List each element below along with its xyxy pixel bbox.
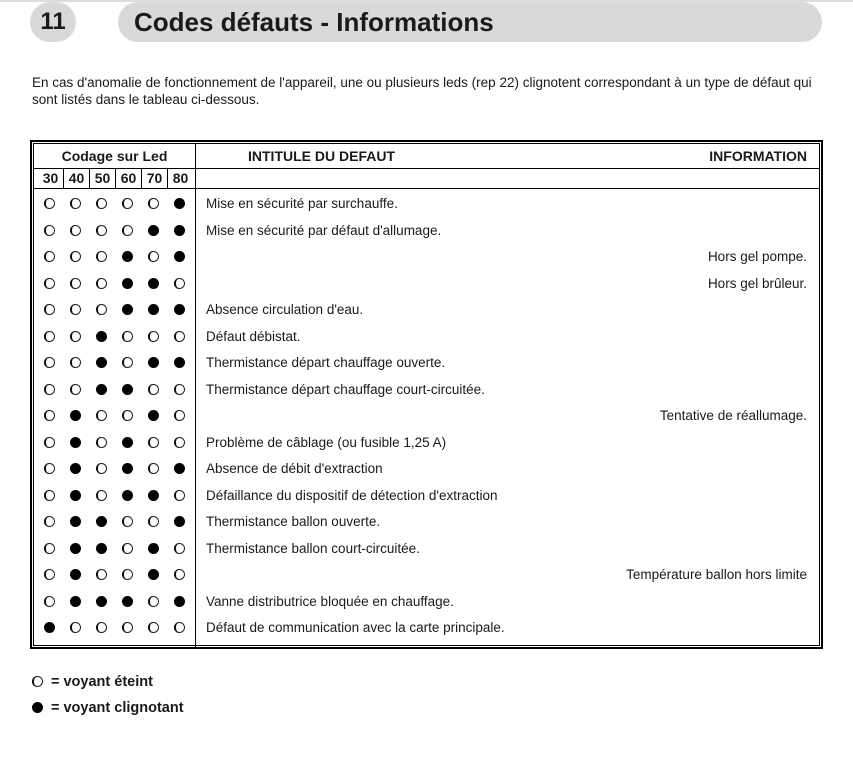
led-off-icon bbox=[96, 437, 107, 448]
led-off-icon bbox=[96, 410, 107, 421]
led-on-icon bbox=[122, 437, 133, 448]
led-on-icon bbox=[70, 596, 81, 607]
led-off-icon bbox=[44, 543, 55, 554]
led-off-icon bbox=[44, 225, 55, 236]
header-fault-title: INTITULE DU DEFAUT bbox=[248, 148, 395, 164]
table-row bbox=[34, 431, 819, 457]
led-number-cell: 30 bbox=[42, 170, 59, 186]
led-on-icon bbox=[174, 516, 185, 527]
led-on-icon bbox=[148, 490, 159, 501]
led-off-icon bbox=[148, 331, 159, 342]
led-on-icon bbox=[122, 463, 133, 474]
led-off-icon bbox=[174, 569, 185, 580]
led-off-icon bbox=[122, 225, 133, 236]
fault-description: Défaut de communication avec la carte principale. bbox=[206, 620, 505, 635]
led-off-icon bbox=[44, 569, 55, 580]
led-on-icon bbox=[32, 702, 43, 713]
table-row bbox=[34, 510, 819, 536]
table-row bbox=[34, 219, 819, 245]
led-off-icon bbox=[96, 251, 107, 262]
table-row bbox=[34, 351, 819, 377]
led-off-icon bbox=[44, 463, 55, 474]
led-off-icon bbox=[96, 463, 107, 474]
led-off-icon bbox=[174, 490, 185, 501]
led-on-icon bbox=[148, 410, 159, 421]
title-bar bbox=[118, 2, 822, 42]
table-row bbox=[34, 378, 819, 404]
table-row bbox=[34, 457, 819, 483]
led-off-icon bbox=[122, 331, 133, 342]
led-on-icon bbox=[70, 463, 81, 474]
led-off-icon bbox=[96, 304, 107, 315]
led-off-icon bbox=[44, 357, 55, 368]
led-on-icon bbox=[96, 516, 107, 527]
led-off-icon bbox=[96, 225, 107, 236]
led-off-icon bbox=[174, 331, 185, 342]
led-off-icon bbox=[44, 410, 55, 421]
led-off-icon bbox=[122, 569, 133, 580]
led-off-icon bbox=[70, 384, 81, 395]
fault-information: Température ballon hors limite bbox=[626, 567, 807, 582]
led-off-icon bbox=[148, 622, 159, 633]
led-off-icon bbox=[174, 543, 185, 554]
led-on-icon bbox=[44, 622, 55, 633]
led-on-icon bbox=[122, 278, 133, 289]
led-number-cell: 80 bbox=[172, 170, 189, 186]
table-row bbox=[34, 245, 819, 271]
led-on-icon bbox=[96, 596, 107, 607]
led-on-icon bbox=[122, 384, 133, 395]
led-on-icon bbox=[96, 384, 107, 395]
led-off-icon bbox=[122, 622, 133, 633]
table-row bbox=[34, 537, 819, 563]
led-off-icon bbox=[174, 622, 185, 633]
led-on-icon bbox=[70, 437, 81, 448]
led-off-icon bbox=[122, 198, 133, 209]
fault-description: Thermistance départ chauffage ouverte. bbox=[206, 355, 446, 370]
led-off-icon bbox=[70, 251, 81, 262]
led-off-icon bbox=[148, 596, 159, 607]
led-on-icon bbox=[96, 331, 107, 342]
led-on-icon bbox=[122, 251, 133, 262]
led-on-icon bbox=[122, 490, 133, 501]
fault-description: Mise en sécurité par surchauffe. bbox=[206, 196, 398, 211]
fault-description: Vanne distributrice bloquée en chauffage. bbox=[206, 593, 454, 609]
led-number-divider bbox=[63, 168, 64, 188]
led-off-icon bbox=[174, 410, 185, 421]
led-number-cell: 50 bbox=[94, 170, 111, 186]
table-row bbox=[34, 272, 819, 298]
led-off-icon bbox=[174, 278, 185, 289]
legend-on bbox=[32, 700, 184, 716]
led-off-icon bbox=[148, 251, 159, 262]
led-number-cell: 40 bbox=[68, 170, 85, 186]
led-off-icon bbox=[148, 437, 159, 448]
fault-description: Absence de débit d'extraction bbox=[206, 461, 383, 476]
led-off-icon bbox=[174, 384, 185, 395]
table-row bbox=[34, 325, 819, 351]
led-on-icon bbox=[174, 357, 185, 368]
fault-description: Thermistance ballon ouverte. bbox=[206, 514, 381, 529]
led-on-icon bbox=[148, 304, 159, 315]
led-on-icon bbox=[122, 304, 133, 315]
table-row bbox=[34, 563, 819, 589]
led-off-icon bbox=[96, 569, 107, 580]
led-number-cell: 70 bbox=[146, 170, 163, 186]
page-title: Codes défauts - Informations bbox=[134, 7, 494, 37]
fault-code-table bbox=[30, 140, 823, 649]
led-on-icon bbox=[70, 490, 81, 501]
led-off-icon bbox=[44, 198, 55, 209]
table-row bbox=[34, 298, 819, 324]
led-off-icon bbox=[44, 251, 55, 262]
led-off-icon bbox=[44, 278, 55, 289]
table-row bbox=[34, 616, 819, 642]
led-off-icon bbox=[122, 357, 133, 368]
fault-information: Tentative de réallumage. bbox=[659, 408, 807, 423]
led-number-divider bbox=[89, 168, 90, 188]
fault-description: Défaut débistat. bbox=[206, 328, 301, 344]
led-on-icon bbox=[148, 569, 159, 580]
led-on-icon bbox=[148, 225, 159, 236]
led-off-icon bbox=[148, 516, 159, 527]
fault-code-table-inner bbox=[33, 143, 820, 646]
led-off-icon bbox=[148, 384, 159, 395]
led-off-icon bbox=[44, 596, 55, 607]
led-on-icon bbox=[148, 543, 159, 554]
led-on-icon bbox=[70, 543, 81, 554]
led-on-icon bbox=[96, 543, 107, 554]
led-on-icon bbox=[174, 251, 185, 262]
table-row bbox=[34, 590, 819, 616]
fault-description: Mise en sécurité par défaut d'allumage. bbox=[206, 222, 442, 238]
led-off-icon bbox=[32, 676, 43, 687]
led-off-icon bbox=[96, 622, 107, 633]
led-off-icon bbox=[70, 225, 81, 236]
led-number-cell: 60 bbox=[120, 170, 137, 186]
led-number-row bbox=[34, 168, 819, 189]
fault-description: Défaillance du dispositif de détection d'extraction bbox=[206, 487, 498, 503]
led-off-icon bbox=[70, 278, 81, 289]
led-off-icon bbox=[70, 331, 81, 342]
led-off-icon bbox=[44, 437, 55, 448]
section-number: 11 bbox=[30, 2, 76, 42]
led-number-divider bbox=[141, 168, 142, 188]
table-row bbox=[34, 192, 819, 218]
led-off-icon bbox=[70, 198, 81, 209]
led-off-icon bbox=[148, 198, 159, 209]
header-information: INFORMATION bbox=[709, 148, 807, 164]
led-off-icon bbox=[122, 543, 133, 554]
led-on-icon bbox=[174, 225, 185, 236]
led-off-icon bbox=[96, 198, 107, 209]
led-off-icon bbox=[148, 463, 159, 474]
fault-information: Hors gel brûleur. bbox=[707, 275, 807, 291]
led-off-icon bbox=[122, 410, 133, 421]
led-on-icon bbox=[148, 278, 159, 289]
led-off-icon bbox=[44, 304, 55, 315]
led-off-icon bbox=[44, 331, 55, 342]
led-on-icon bbox=[122, 596, 133, 607]
legend-on-label: = voyant clignotant bbox=[51, 700, 184, 716]
led-off-icon bbox=[44, 516, 55, 527]
led-off-icon bbox=[174, 437, 185, 448]
led-on-icon bbox=[148, 357, 159, 368]
fault-description: Thermistance ballon court-circuitée. bbox=[206, 540, 420, 556]
legend-off bbox=[32, 674, 153, 690]
fault-description: Thermistance départ chauffage court-circuitée. bbox=[206, 381, 485, 397]
led-off-icon bbox=[44, 490, 55, 501]
led-on-icon bbox=[174, 304, 185, 315]
led-off-icon bbox=[96, 490, 107, 501]
led-on-icon bbox=[70, 410, 81, 421]
fault-description: Problème de câblage (ou fusible 1,25 A) bbox=[206, 434, 447, 450]
led-on-icon bbox=[96, 357, 107, 368]
table-row bbox=[34, 484, 819, 510]
legend-off-label: = voyant éteint bbox=[51, 674, 153, 690]
intro-paragraph: En cas d'anomalie de fonctionnement de l'appareil, une ou plusieurs leds (rep 22) clignotent correspondant à un type de défaut qui sont listés dans le tableau ci-dessous. bbox=[32, 75, 812, 107]
led-number-divider bbox=[167, 168, 168, 188]
led-off-icon bbox=[122, 516, 133, 527]
led-off-icon bbox=[70, 357, 81, 368]
header-led-coding: Codage sur Led bbox=[61, 148, 168, 164]
led-on-icon bbox=[174, 596, 185, 607]
led-on-icon bbox=[70, 569, 81, 580]
led-on-icon bbox=[174, 463, 185, 474]
led-off-icon bbox=[96, 278, 107, 289]
led-on-icon bbox=[174, 198, 185, 209]
led-on-icon bbox=[70, 516, 81, 527]
fault-description: Absence circulation d'eau. bbox=[206, 302, 364, 317]
led-off-icon bbox=[70, 622, 81, 633]
table-header-row bbox=[34, 144, 819, 169]
led-off-icon bbox=[70, 304, 81, 315]
fault-information: Hors gel pompe. bbox=[707, 249, 807, 264]
table-row bbox=[34, 404, 819, 430]
led-number-divider bbox=[115, 168, 116, 188]
led-off-icon bbox=[44, 384, 55, 395]
